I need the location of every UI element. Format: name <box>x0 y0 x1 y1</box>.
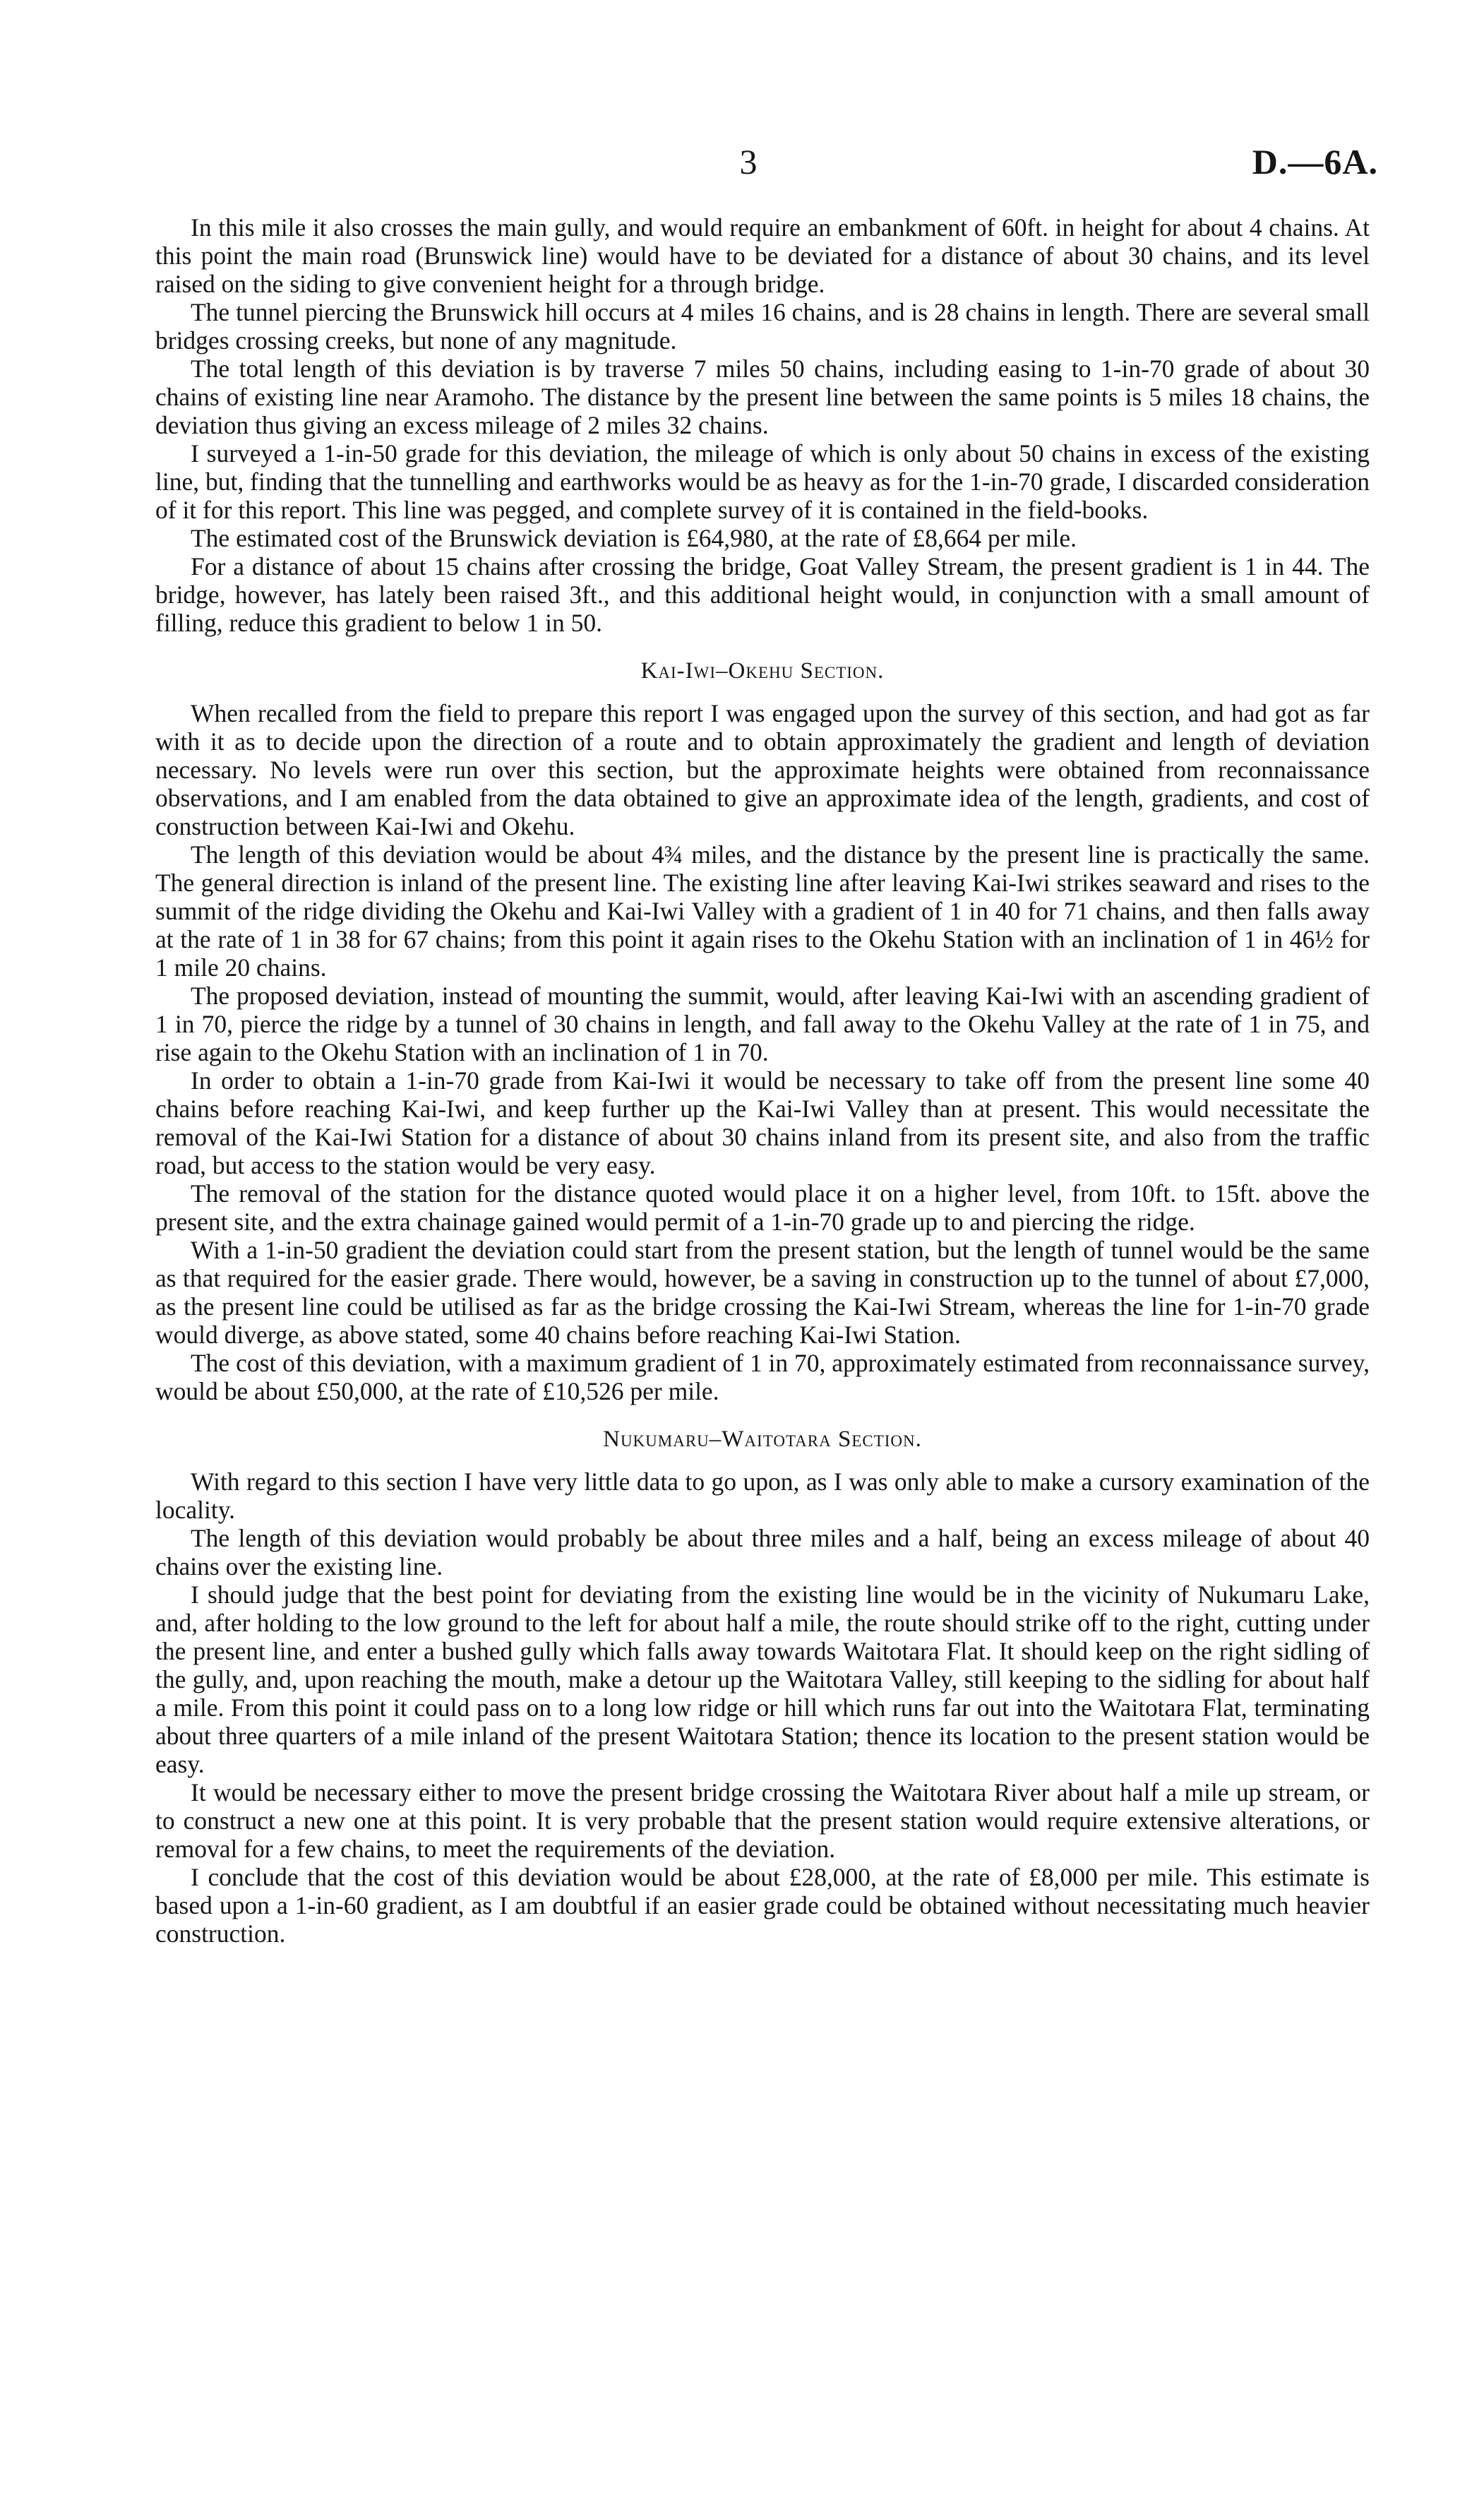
paragraph: With a 1-in-50 gradient the deviation could start from the present station, but the length of tunnel would be the same as that required for the easier grade. There would, however, be a saving in construction up to the tunnel of about £7,000, as the present line could be utilised as far as the bridge crossing the Kai-Iwi Stream, whereas the line for 1-in-70 grade would diverge, as above stated, some 40 chains before reaching Kai-Iwi Station. <box>155 1236 1370 1349</box>
document-reference: D.—6A. <box>1252 142 1378 181</box>
paragraph: For a distance of about 15 chains after crossing the bridge, Goat Valley Stream, the present gradient is 1 in 44. The bridge, however, has lately been raised 3ft., and this additional height would, in conjunction with a small amount of filling, reduce this gradient to below 1 in 50. <box>155 552 1370 637</box>
paragraph: I surveyed a 1-in-50 grade for this deviation, the mileage of which is only about 50 chains in excess of the existing line, but, finding that the tunnelling and earthworks would be as heavy as for the 1-in-70 grade, I discarded consideration of it for this report. This line was pegged, and complete survey of it is contained in the field-books. <box>155 439 1370 524</box>
page-number: 3 <box>739 142 758 181</box>
paragraph: The cost of this deviation, with a maximum gradient of 1 in 70, approximately estimated from reconnaissance survey, would be about £50,000, at the rate of £10,526 per mile. <box>155 1349 1370 1405</box>
paragraph: The estimated cost of the Brunswick deviation is £64,980, at the rate of £8,664 per mile. <box>191 524 1077 552</box>
paragraph: With regard to this section I have very little data to go upon, as I was only able to make a cursory examination of the locality. <box>155 1467 1370 1524</box>
section-heading-nukumaru-waitotara: Nukumaru–Waitotara Section. <box>603 1427 922 1452</box>
paragraph: I conclude that the cost of this deviation would be about £28,000, at the rate of £8,000 per mile. This estimate is based upon a 1-in-60 gradient, as I am doubtful if an easier grade could be obtained without necessitating much heavier construction. <box>155 1863 1370 1948</box>
paragraph: The removal of the station for the distance quoted would place it on a higher level, from 10ft. to 15ft. above the present site, and the extra chainage gained would permit of a 1-in-70 grade up to and piercing the ridge. <box>155 1179 1370 1236</box>
paragraph: The total length of this deviation is by traverse 7 miles 50 chains, including easing to 1-in-70 grade of about 30 chains of existing line near Aramoho. The distance by the present line between the same points is 5 miles 18 chains, the deviation thus giving an excess mileage of 2 miles 32 chains. <box>155 355 1370 439</box>
document-body <box>155 213 1370 1948</box>
paragraph: In order to obtain a 1-in-70 grade from Kai-Iwi it would be necessary to take off from the present line some 40 chains before reaching Kai-Iwi, and keep further up the Kai-Iwi Valley than at present. This would necessitate the removal of the Kai-Iwi Station for a distance of about 30 chains inland from its present site, and also from the traffic road, but access to the station would be very easy. <box>155 1066 1370 1179</box>
paragraph: When recalled from the field to prepare this report I was engaged upon the survey of this section, and had got as far with it as to decide upon the direction of a route and to obtain approximately the gradient and length of deviation necessary. No levels were run over this section, but the approximate heights were obtained from reconnaissance observations, and I am enabled from the data obtained to give an approximate idea of the length, gradients, and cost of construction between Kai-Iwi and Okehu. <box>155 699 1370 840</box>
paragraph: In this mile it also crosses the main gully, and would require an embankment of 60ft. in height for about 4 chains. At this point the main road (Brunswick line) would have to be deviated for a distance of about 30 chains, and its level raised on the siding to give convenient height for a through bridge. <box>155 213 1370 298</box>
paragraph: The length of this deviation would probably be about three miles and a half, being an excess mileage of about 40 chains over the existing line. <box>155 1524 1370 1580</box>
paragraph: I should judge that the best point for deviating from the existing line would be in the vicinity of Nukumaru Lake, and, after holding to the low ground to the left for about half a mile, the route should strike off to the right, cutting under the present line, and enter a bushed gully which falls away towards Waitotara Flat. It should keep on the right sidling of the gully, and, upon reaching the mouth, make a detour up the Waitotara Valley, still keeping to the sidling for about half a mile. From this point it could pass on to a long low ridge or hill which runs far out into the Waitotara Flat, terminating about three quarters of a mile inland of the present Waitotara Station; thence its location to the present station would be easy. <box>155 1580 1370 1778</box>
paragraph: The tunnel piercing the Brunswick hill occurs at 4 miles 16 chains, and is 28 chains in length. There are several small bridges crossing creeks, but none of any magnitude. <box>155 298 1370 355</box>
section-heading-kai-iwi-okehu: Kai-Iwi–Okehu Section. <box>640 658 885 684</box>
paragraph: It would be necessary either to move the present bridge crossing the Waitotara River about half a mile up stream, or to construct a new one at this point. It is very probable that the present station would require extensive alterations, or removal for a few chains, to meet the requirements of the deviation. <box>155 1778 1370 1863</box>
paragraph: The length of this deviation would be about 4¾ miles, and the distance by the present line is practically the same. The general direction is inland of the present line. The existing line after leaving Kai-Iwi strikes seaward and rises to the summit of the ridge dividing the Okehu and Kai-Iwi Valley with a gradient of 1 in 40 for 71 chains, and then falls away at the rate of 1 in 38 for 67 chains; from this point it again rises to the Okehu Station with an inclination of 1 in 46½ for 1 mile 20 chains. <box>155 840 1370 982</box>
paragraph: The proposed deviation, instead of mounting the summit, would, after leaving Kai-Iwi with an ascending gradient of 1 in 70, pierce the ridge by a tunnel of 30 chains in length, and fall away to the Okehu Valley at the rate of 1 in 75, and rise again to the Okehu Station with an inclination of 1 in 70. <box>155 982 1370 1066</box>
